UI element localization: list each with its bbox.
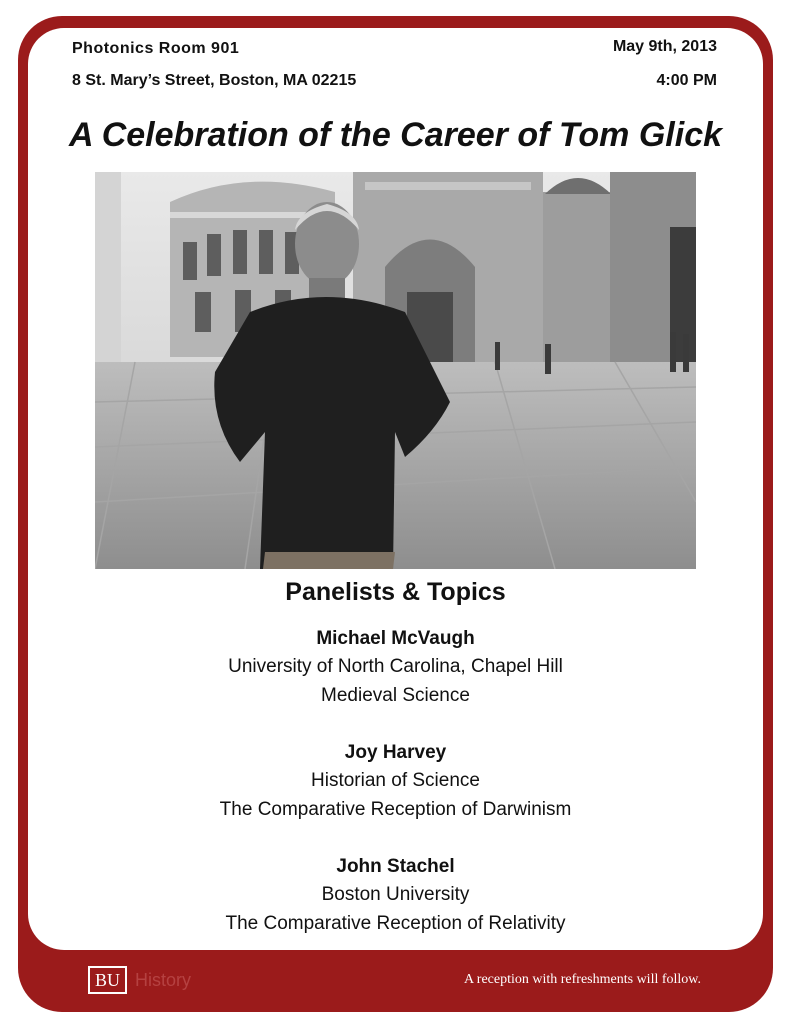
panelist-affiliation: Historian of Science	[311, 770, 480, 791]
reception-note: A reception with refreshments will follow.	[463, 972, 701, 987]
panelist-topic: Medieval Science	[321, 685, 470, 706]
event-date: May 9th, 2013	[612, 38, 717, 55]
portrait-photo	[95, 172, 696, 569]
bu-logo-text: History	[135, 969, 192, 990]
poster-title: A Celebration of the Career of Tom Glick	[68, 116, 723, 154]
panelist-topic: The Comparative Reception of Darwinism	[219, 799, 572, 820]
panelists-heading: Panelists & Topics	[285, 578, 506, 606]
event-time: 4:00 PM	[656, 72, 717, 89]
panelist-name: Joy Harvey	[344, 742, 447, 763]
venue-address: 8 St. Mary’s Street, Boston, MA 02215	[72, 72, 357, 89]
panelist-affiliation: Boston University	[321, 884, 470, 905]
venue-room: Photonics Room 901	[72, 40, 240, 57]
panelist-name: Michael McVaugh	[316, 628, 475, 649]
bu-history-logo	[88, 966, 191, 994]
panelist-affiliation: University of North Carolina, Chapel Hill	[228, 656, 563, 677]
panelist-topic: The Comparative Reception of Relativity	[225, 913, 566, 934]
bu-logo-mark: BU	[88, 966, 127, 994]
panelist-name: John Stachel	[336, 856, 455, 877]
